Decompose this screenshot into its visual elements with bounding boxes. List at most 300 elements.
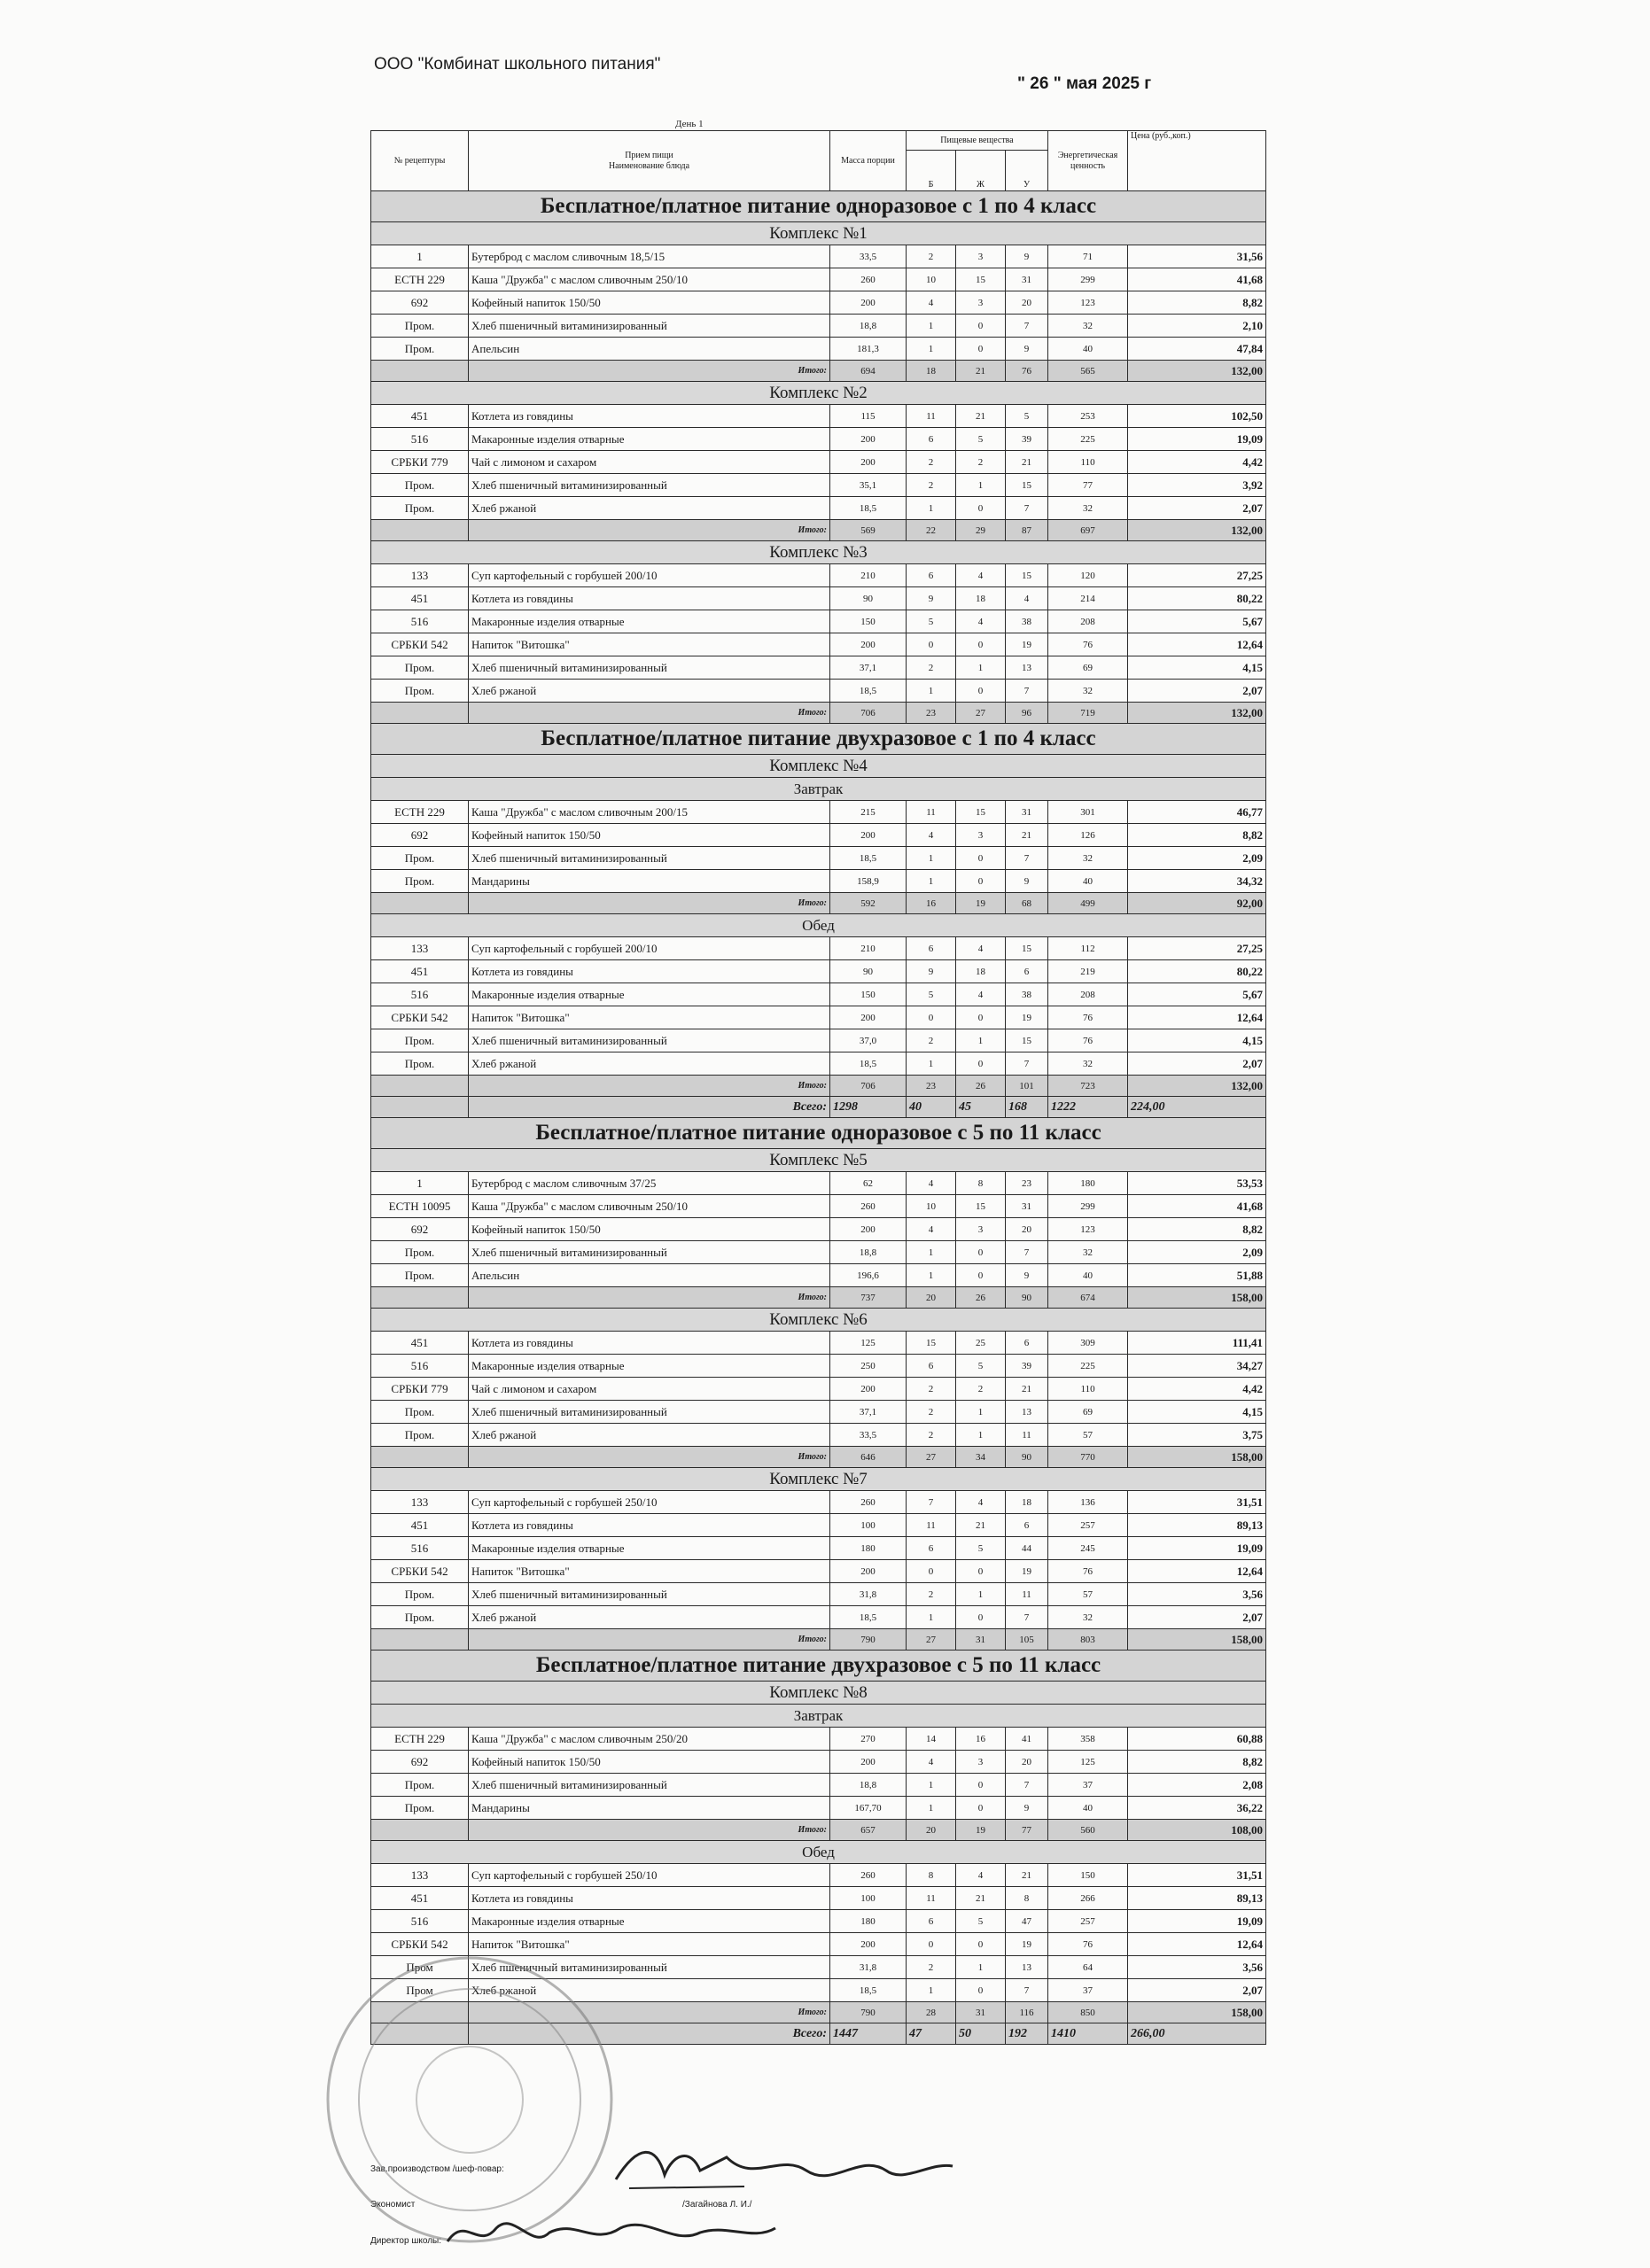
fat-cell: 21 — [956, 1887, 1006, 1910]
recipe-code-cell: 451 — [371, 1332, 469, 1355]
protein-cell: 1 — [907, 847, 956, 870]
price-cell: 12,64 — [1128, 1933, 1266, 1956]
table-row — [371, 610, 1266, 633]
recipe-code-cell: Пром. — [371, 497, 469, 520]
empty-cell — [371, 703, 469, 724]
protein-cell: 6 — [907, 1910, 956, 1933]
table-row — [371, 1355, 1266, 1378]
fat-cell: 0 — [956, 1979, 1006, 2002]
energy-cell: 120 — [1048, 564, 1128, 587]
energy-cell: 77 — [1048, 474, 1128, 497]
mass-cell: 35,1 — [830, 474, 907, 497]
dish-name-cell: Бутерброд с маслом сливочным 18,5/15 — [469, 245, 830, 268]
energy-cell: 32 — [1048, 1606, 1128, 1629]
mass-cell: 790 — [830, 2002, 907, 2023]
mass-cell: 200 — [830, 1218, 907, 1241]
price-cell: 2,09 — [1128, 847, 1266, 870]
energy-cell: 110 — [1048, 451, 1128, 474]
empty-cell — [371, 1447, 469, 1468]
carbs-cell: 4 — [1006, 587, 1048, 610]
protein-cell: 1 — [907, 1979, 956, 2002]
table-row — [371, 1264, 1266, 1287]
col-price: Цена (руб.,коп.) — [1128, 131, 1266, 191]
energy-cell: 76 — [1048, 1029, 1128, 1052]
carbs-cell: 21 — [1006, 1864, 1048, 1887]
price-cell: 51,88 — [1128, 1264, 1266, 1287]
energy-cell: 76 — [1048, 1560, 1128, 1583]
energy-cell: 32 — [1048, 1241, 1128, 1264]
table-row — [371, 1195, 1266, 1218]
protein-cell: 27 — [907, 1447, 956, 1468]
empty-cell — [371, 1287, 469, 1309]
energy-cell: 57 — [1048, 1424, 1128, 1447]
table-row — [371, 656, 1266, 680]
recipe-code-cell: Пром. — [371, 1797, 469, 1820]
carbs-cell: 20 — [1006, 291, 1048, 315]
subsection-title: Комплекс №7 — [371, 1468, 1266, 1491]
mass-cell: 260 — [830, 268, 907, 291]
carbs-cell: 19 — [1006, 1933, 1048, 1956]
subsection-title: Комплекс №6 — [371, 1309, 1266, 1332]
energy-cell: 123 — [1048, 291, 1128, 315]
subsection-header-row — [371, 755, 1266, 778]
fat-cell: 0 — [956, 315, 1006, 338]
recipe-code-cell: СРБКИ 779 — [371, 451, 469, 474]
price-cell: 31,56 — [1128, 245, 1266, 268]
protein-cell: 11 — [907, 405, 956, 428]
dish-name-cell: Макаронные изделия отварные — [469, 610, 830, 633]
mass-cell: 158,9 — [830, 870, 907, 893]
subtotal-row — [371, 1287, 1266, 1309]
grand-total-row — [371, 1097, 1266, 1118]
table-row — [371, 1241, 1266, 1264]
table-row — [371, 1332, 1266, 1355]
carbs-cell: 5 — [1006, 405, 1048, 428]
protein-cell: 9 — [907, 960, 956, 983]
carbs-cell: 9 — [1006, 1797, 1048, 1820]
protein-cell: 9 — [907, 587, 956, 610]
protein-cell: 2 — [907, 1956, 956, 1979]
energy-cell: 219 — [1048, 960, 1128, 983]
protein-cell: 1 — [907, 1052, 956, 1076]
subtotal-row — [371, 703, 1266, 724]
subtotal-row — [371, 520, 1266, 541]
protein-cell: 2 — [907, 245, 956, 268]
table-row — [371, 680, 1266, 703]
mass-cell: 200 — [830, 824, 907, 847]
price-cell: 4,15 — [1128, 1029, 1266, 1052]
protein-cell: 23 — [907, 1076, 956, 1097]
dish-name-cell: Хлеб ржаной — [469, 680, 830, 703]
fat-cell: 25 — [956, 1332, 1006, 1355]
recipe-code-cell: 1 — [371, 1172, 469, 1195]
table-row — [371, 1424, 1266, 1447]
dish-name-cell: Макаронные изделия отварные — [469, 428, 830, 451]
mass-cell: 200 — [830, 1006, 907, 1029]
energy-cell: 208 — [1048, 983, 1128, 1006]
mass-cell: 260 — [830, 1195, 907, 1218]
mass-cell: 37,1 — [830, 1401, 907, 1424]
energy-cell: 150 — [1048, 1864, 1128, 1887]
fat-cell: 0 — [956, 680, 1006, 703]
recipe-code-cell: Пром. — [371, 338, 469, 361]
carbs-cell: 15 — [1006, 564, 1048, 587]
price-cell: 158,00 — [1128, 1629, 1266, 1651]
recipe-code-cell: СРБКИ 542 — [371, 1933, 469, 1956]
dish-name-cell: Хлеб пшеничный витаминизированный — [469, 1774, 830, 1797]
col-fat: Ж — [956, 151, 1006, 191]
table-row — [371, 245, 1266, 268]
fat-cell: 18 — [956, 960, 1006, 983]
menu-table — [370, 130, 1266, 2045]
dish-name-cell: Котлета из говядины — [469, 1887, 830, 1910]
mass-cell: 33,5 — [830, 245, 907, 268]
fat-cell: 0 — [956, 1052, 1006, 1076]
recipe-code-cell: 692 — [371, 291, 469, 315]
mass-cell: 200 — [830, 1933, 907, 1956]
carbs-cell: 7 — [1006, 847, 1048, 870]
carbs-cell: 31 — [1006, 1195, 1048, 1218]
table-row — [371, 291, 1266, 315]
dish-name-cell: Кофейный напиток 150/50 — [469, 1218, 830, 1241]
price-cell: 12,64 — [1128, 633, 1266, 656]
carbs-cell: 87 — [1006, 520, 1048, 541]
protein-cell: 2 — [907, 474, 956, 497]
carbs-cell: 168 — [1006, 1097, 1048, 1118]
energy-cell: 57 — [1048, 1583, 1128, 1606]
table-row — [371, 1887, 1266, 1910]
fat-cell: 19 — [956, 893, 1006, 914]
price-cell: 2,07 — [1128, 1052, 1266, 1076]
fat-cell: 4 — [956, 937, 1006, 960]
energy-cell: 32 — [1048, 1052, 1128, 1076]
table-row — [371, 1172, 1266, 1195]
subsection-title: Комплекс №4 — [371, 755, 1266, 778]
col-meal-name: Прием пищи Наименование блюда — [469, 131, 830, 191]
recipe-code-cell: 1 — [371, 245, 469, 268]
energy-cell: 253 — [1048, 405, 1128, 428]
mass-cell: 100 — [830, 1887, 907, 1910]
table-row — [371, 801, 1266, 824]
col-carbs: У — [1006, 151, 1048, 191]
energy-cell: 123 — [1048, 1218, 1128, 1241]
subtotal-row — [371, 893, 1266, 914]
dish-name-cell: Кофейный напиток 150/50 — [469, 1751, 830, 1774]
dish-name-cell: Котлета из говядины — [469, 587, 830, 610]
recipe-code-cell: 451 — [371, 1514, 469, 1537]
recipe-code-cell: 516 — [371, 1537, 469, 1560]
mass-cell: 706 — [830, 1076, 907, 1097]
price-cell: 31,51 — [1128, 1491, 1266, 1514]
protein-cell: 1 — [907, 1241, 956, 1264]
subtotal-row — [371, 1076, 1266, 1097]
carbs-cell: 6 — [1006, 1514, 1048, 1537]
recipe-code-cell: Пром. — [371, 1606, 469, 1629]
energy-cell: 32 — [1048, 680, 1128, 703]
energy-cell: 71 — [1048, 245, 1128, 268]
energy-cell: 40 — [1048, 1797, 1128, 1820]
recipe-code-cell: 516 — [371, 1910, 469, 1933]
carbs-cell: 116 — [1006, 2002, 1048, 2023]
carbs-cell: 7 — [1006, 1241, 1048, 1264]
mass-cell: 260 — [830, 1491, 907, 1514]
price-cell: 60,88 — [1128, 1728, 1266, 1751]
section-header-row — [371, 1118, 1266, 1149]
energy-cell: 299 — [1048, 268, 1128, 291]
mass-cell: 200 — [830, 1560, 907, 1583]
energy-cell: 64 — [1048, 1956, 1128, 1979]
table-row — [371, 587, 1266, 610]
dish-name-cell: Макаронные изделия отварные — [469, 1355, 830, 1378]
table-row — [371, 1378, 1266, 1401]
mass-cell: 18,5 — [830, 1979, 907, 2002]
mass-cell: 200 — [830, 428, 907, 451]
mass-cell: 90 — [830, 587, 907, 610]
fat-cell: 0 — [956, 1606, 1006, 1629]
protein-cell: 1 — [907, 1606, 956, 1629]
fat-cell: 0 — [956, 870, 1006, 893]
recipe-code-cell: ЕСТН 229 — [371, 801, 469, 824]
total-label-cell: Итого: — [469, 1447, 830, 1468]
protein-cell: 14 — [907, 1728, 956, 1751]
recipe-code-cell: СРБКИ 542 — [371, 1006, 469, 1029]
protein-cell: 20 — [907, 1287, 956, 1309]
carbs-cell: 19 — [1006, 1560, 1048, 1583]
carbs-cell: 47 — [1006, 1910, 1048, 1933]
protein-cell: 27 — [907, 1629, 956, 1651]
price-cell: 47,84 — [1128, 338, 1266, 361]
fat-cell: 3 — [956, 1218, 1006, 1241]
dish-name-cell: Каша "Дружба" с маслом сливочным 200/15 — [469, 801, 830, 824]
price-cell: 89,13 — [1128, 1514, 1266, 1537]
recipe-code-cell: Пром. — [371, 1583, 469, 1606]
carbs-cell: 90 — [1006, 1287, 1048, 1309]
mass-cell: 18,5 — [830, 847, 907, 870]
mass-cell: 18,5 — [830, 680, 907, 703]
price-cell: 4,42 — [1128, 1378, 1266, 1401]
recipe-code-cell: 692 — [371, 1218, 469, 1241]
fat-cell: 0 — [956, 1797, 1006, 1820]
carbs-cell: 7 — [1006, 1606, 1048, 1629]
dish-name-cell: Каша "Дружба" с маслом сливочным 250/20 — [469, 1728, 830, 1751]
energy-cell: 309 — [1048, 1332, 1128, 1355]
carbs-cell: 21 — [1006, 824, 1048, 847]
mass-cell: 115 — [830, 405, 907, 428]
carbs-cell: 31 — [1006, 801, 1048, 824]
recipe-code-cell: ЕСТН 229 — [371, 268, 469, 291]
price-cell: 111,41 — [1128, 1332, 1266, 1355]
table-row — [371, 1218, 1266, 1241]
mass-cell: 33,5 — [830, 1424, 907, 1447]
recipe-code-cell: 692 — [371, 1751, 469, 1774]
subsection-header-row — [371, 778, 1266, 801]
protein-cell: 1 — [907, 1797, 956, 1820]
fat-cell: 15 — [956, 1195, 1006, 1218]
menu-body — [371, 191, 1266, 2045]
mass-cell: 100 — [830, 1514, 907, 1537]
fat-cell: 1 — [956, 1401, 1006, 1424]
table-row — [371, 268, 1266, 291]
recipe-code-cell: 451 — [371, 587, 469, 610]
recipe-code-cell: Пром. — [371, 1774, 469, 1797]
protein-cell: 0 — [907, 1006, 956, 1029]
mass-cell: 150 — [830, 983, 907, 1006]
recipe-code-cell: Пром. — [371, 656, 469, 680]
dish-name-cell: Хлеб ржаной — [469, 497, 830, 520]
protein-cell: 11 — [907, 1887, 956, 1910]
fat-cell: 0 — [956, 1560, 1006, 1583]
recipe-code-cell: 133 — [371, 1864, 469, 1887]
energy-cell: 674 — [1048, 1287, 1128, 1309]
protein-cell: 1 — [907, 870, 956, 893]
mass-cell: 657 — [830, 1820, 907, 1841]
carbs-cell: 192 — [1006, 2023, 1048, 2045]
carbs-cell: 68 — [1006, 893, 1048, 914]
fat-cell: 31 — [956, 1629, 1006, 1651]
table-row — [371, 405, 1266, 428]
protein-cell: 23 — [907, 703, 956, 724]
carbs-cell: 11 — [1006, 1424, 1048, 1447]
protein-cell: 5 — [907, 610, 956, 633]
fat-cell: 0 — [956, 1933, 1006, 1956]
recipe-code-cell: 133 — [371, 564, 469, 587]
dish-name-cell: Суп картофельный с горбушей 200/10 — [469, 937, 830, 960]
subsection-title: Обед — [371, 914, 1266, 937]
energy-cell: 257 — [1048, 1910, 1128, 1933]
protein-cell: 6 — [907, 1537, 956, 1560]
protein-cell: 6 — [907, 1355, 956, 1378]
protein-cell: 4 — [907, 824, 956, 847]
dish-name-cell: Каша "Дружба" с маслом сливочным 250/10 — [469, 268, 830, 291]
carbs-cell: 9 — [1006, 245, 1048, 268]
fat-cell: 0 — [956, 1006, 1006, 1029]
table-row — [371, 960, 1266, 983]
carbs-cell: 77 — [1006, 1820, 1048, 1841]
carbs-cell: 6 — [1006, 1332, 1048, 1355]
dish-name-cell: Хлеб пшеничный витаминизированный — [469, 656, 830, 680]
protein-cell: 2 — [907, 1424, 956, 1447]
carbs-cell: 20 — [1006, 1751, 1048, 1774]
energy-cell: 208 — [1048, 610, 1128, 633]
dish-name-cell: Кофейный напиток 150/50 — [469, 291, 830, 315]
director-label: Директор школы: — [370, 2236, 441, 2246]
fat-cell: 21 — [956, 361, 1006, 382]
price-cell: 34,32 — [1128, 870, 1266, 893]
price-cell: 12,64 — [1128, 1560, 1266, 1583]
fat-cell: 2 — [956, 451, 1006, 474]
protein-cell: 5 — [907, 983, 956, 1006]
fat-cell: 0 — [956, 338, 1006, 361]
mass-cell: 200 — [830, 451, 907, 474]
price-cell: 89,13 — [1128, 1887, 1266, 1910]
fat-cell: 4 — [956, 564, 1006, 587]
recipe-code-cell: Пром. — [371, 1052, 469, 1076]
section-title: Бесплатное/платное питание одноразовое с 5 по 11 класс — [371, 1118, 1266, 1149]
mass-cell: 790 — [830, 1629, 907, 1651]
energy-cell: 301 — [1048, 801, 1128, 824]
mass-cell: 180 — [830, 1537, 907, 1560]
price-cell: 4,15 — [1128, 1401, 1266, 1424]
table-row — [371, 983, 1266, 1006]
protein-cell: 6 — [907, 564, 956, 587]
carbs-cell: 90 — [1006, 1447, 1048, 1468]
energy-cell: 40 — [1048, 338, 1128, 361]
fat-cell: 3 — [956, 245, 1006, 268]
table-row — [371, 1491, 1266, 1514]
mass-cell: 737 — [830, 1287, 907, 1309]
subsection-header-row — [371, 1841, 1266, 1864]
price-cell: 2,07 — [1128, 1606, 1266, 1629]
subtotal-row — [371, 1629, 1266, 1651]
price-cell: 27,25 — [1128, 937, 1266, 960]
subsection-header-row — [371, 1682, 1266, 1705]
price-cell: 266,00 — [1128, 2023, 1266, 2045]
subsection-title: Комплекс №5 — [371, 1149, 1266, 1172]
table-row — [371, 870, 1266, 893]
price-cell: 12,64 — [1128, 1006, 1266, 1029]
fat-cell: 2 — [956, 1378, 1006, 1401]
fat-cell: 5 — [956, 1910, 1006, 1933]
fat-cell: 5 — [956, 1355, 1006, 1378]
signature-production — [611, 2135, 957, 2197]
carbs-cell: 11 — [1006, 1583, 1048, 1606]
protein-cell: 4 — [907, 1172, 956, 1195]
recipe-code-cell: Пром. — [371, 680, 469, 703]
dish-name-cell: Мандарины — [469, 1797, 830, 1820]
dish-name-cell: Бутерброд с маслом сливочным 37/25 — [469, 1172, 830, 1195]
carbs-cell: 13 — [1006, 656, 1048, 680]
price-cell: 3,56 — [1128, 1956, 1266, 1979]
table-row — [371, 1910, 1266, 1933]
recipe-code-cell: Пром. — [371, 1424, 469, 1447]
total-label-cell: Итого: — [469, 520, 830, 541]
dish-name-cell: Суп картофельный с горбушей 250/10 — [469, 1864, 830, 1887]
mass-cell: 706 — [830, 703, 907, 724]
table-row — [371, 1728, 1266, 1751]
table-row — [371, 937, 1266, 960]
fat-cell: 26 — [956, 1076, 1006, 1097]
dish-name-cell: Апельсин — [469, 1264, 830, 1287]
table-row — [371, 1401, 1266, 1424]
carbs-cell: 20 — [1006, 1218, 1048, 1241]
energy-cell: 225 — [1048, 428, 1128, 451]
recipe-code-cell: СРБКИ 779 — [371, 1378, 469, 1401]
energy-cell: 76 — [1048, 1933, 1128, 1956]
recipe-code-cell: Пром. — [371, 315, 469, 338]
carbs-cell: 96 — [1006, 703, 1048, 724]
dish-name-cell: Котлета из говядины — [469, 1514, 830, 1537]
mass-cell: 200 — [830, 291, 907, 315]
recipe-code-cell: 133 — [371, 937, 469, 960]
subsection-header-row — [371, 382, 1266, 405]
fat-cell: 26 — [956, 1287, 1006, 1309]
fat-cell: 1 — [956, 1424, 1006, 1447]
fat-cell: 1 — [956, 474, 1006, 497]
carbs-cell: 39 — [1006, 428, 1048, 451]
carbs-cell: 15 — [1006, 1029, 1048, 1052]
mass-cell: 1447 — [830, 2023, 907, 2045]
col-portion: Масса порции — [830, 131, 907, 191]
subsection-header-row — [371, 1468, 1266, 1491]
price-cell: 2,08 — [1128, 1774, 1266, 1797]
empty-cell — [371, 1097, 469, 1118]
protein-cell: 2 — [907, 451, 956, 474]
carbs-cell: 38 — [1006, 610, 1048, 633]
energy-cell: 560 — [1048, 1820, 1128, 1841]
recipe-code-cell: 451 — [371, 1887, 469, 1910]
price-cell: 41,68 — [1128, 1195, 1266, 1218]
total-label-cell: Итого: — [469, 1629, 830, 1651]
